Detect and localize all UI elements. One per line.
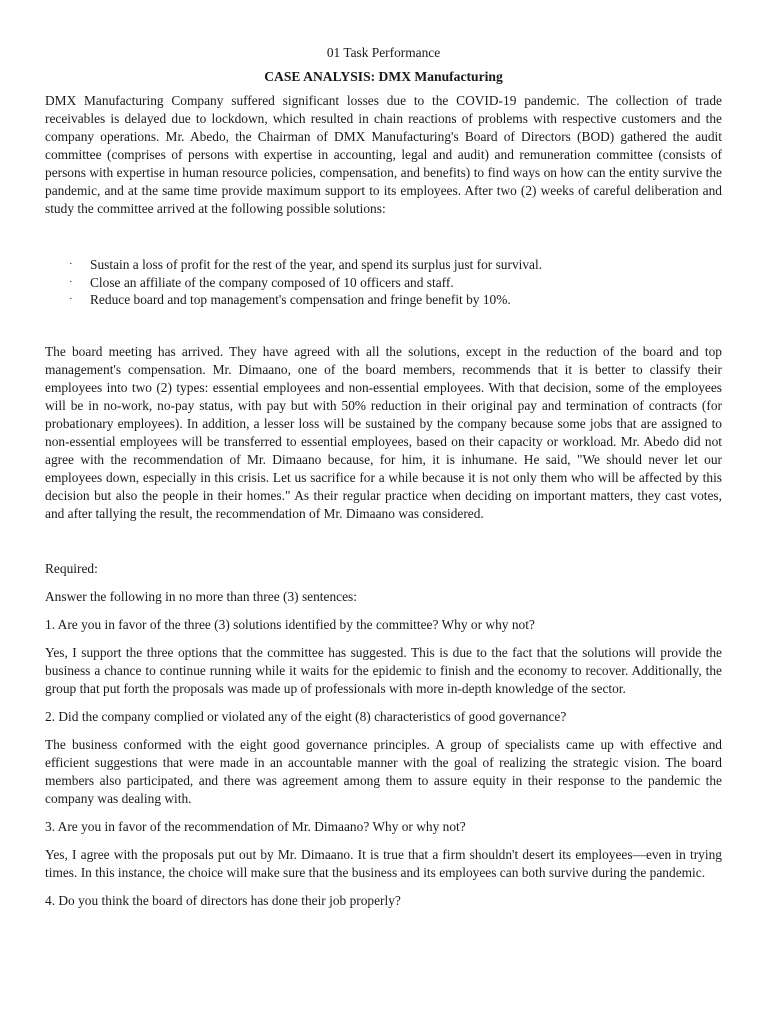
- answer-2: The business conformed with the eight good governance principles. A group of specialists came up with effective and efficient suggestions that were made in an accountable manner with the goal of realizing the strategic vision. The board members also participated, and there was agreement among them to assure equity in their response to the pandemic the company was dealing with.: [45, 736, 722, 806]
- case-title: CASE ANALYSIS: DMX Manufacturing: [264, 69, 503, 84]
- board-meeting-paragraph: The board meeting has arrived. They have agreed with all the solutions, except in the reduction of the board and top management's compensation. Mr. Dimaano, one of the board members, recommends that it is better to classify their employees into two (2) types: essential employees and non-essential employees. With that decision, some of the employees will be in no-work, no-pay status, with pay but with 50% reduction in their original pay and termination of contracts (for probationary employees). In addition, a lesser loss will be sustained by the company because some jobs that are assigned to non-essential employees will be transferred to essential employees, based on their capacity or workload. Mr. Abedo did not agree with the recommendation of Mr. Dimaano because, for him, it is inhumane. He said, "We should never let our employees down, especially in this crisis. Let us sacrifice for a while because it is not only them who will be affected by this decision but also the people in their homes." As their regular practice when deciding on important matters, they cast votes, and after tallying the result, the recommendation of Mr. Dimaano was considered.: [45, 343, 722, 521]
- bullet-icon: ·: [69, 258, 73, 270]
- answer-1: Yes, I support the three options that the committee has suggested. This is due to the fact that the solutions will provide the business a chance to continue running while it waits for the epidemic to finish and the economy to recover. Additionally, the group that put forth the proposals was made up of professionals with more in-depth knowledge of the sector.: [45, 644, 722, 696]
- list-item: [45, 256, 722, 274]
- question-4: 4. Do you think the board of directors has done their job properly?: [45, 892, 401, 908]
- question-1: 1. Are you in favor of the three (3) solutions identified by the committee? Why or why not?: [45, 616, 535, 632]
- solution-text: Reduce board and top management's compensation and fringe benefit by 10%.: [90, 292, 511, 307]
- solution-text: Close an affiliate of the company composed of 10 officers and staff.: [90, 274, 454, 290]
- question-3: 3. Are you in favor of the recommendation of Mr. Dimaano? Why or why not?: [45, 818, 466, 834]
- required-label: Required:: [45, 560, 98, 576]
- bullet-icon: ·: [69, 293, 73, 305]
- document-page: [45, 44, 722, 920]
- task-subtitle: 01 Task Performance: [326, 45, 441, 60]
- solution-text: Sustain a loss of profit for the rest of the year, and spend its surplus just for survival.: [90, 257, 543, 272]
- answer-3: Yes, I agree with the proposals put out by Mr. Dimaano. It is true that a firm shouldn't desert its employees—even in trying times. In this instance, the choice will make sure that the business and its employees can both survive during the pandemic.: [45, 846, 722, 880]
- list-item: [45, 274, 722, 292]
- bullet-icon: ·: [69, 275, 73, 288]
- list-item: [45, 291, 722, 309]
- question-2: 2. Did the company complied or violated any of the eight (8) characteristics of good governance?: [45, 708, 567, 724]
- intro-paragraph: DMX Manufacturing Company suffered significant losses due to the COVID-19 pandemic. The collection of trade receivables is delayed due to lockdown, which resulted in chain reactions of problems with respective customers and the company operations. Mr. Abedo, the Chairman of DMX Manufacturing's Board of Directors (BOD) gathered the audit committee (comprises of persons with expertise in accounting, legal and audit) and remuneration committee (consists of persons with expertise in human resource policies, compensation, and benefits) to find ways on how can the entity survive the pandemic, and at the same time provide maximum support to its employees. After two (2) weeks of careful deliberation and study the committee arrived at the following possible solutions:: [45, 93, 722, 216]
- solutions-list: [45, 256, 722, 309]
- instruction-text: Answer the following in no more than three (3) sentences:: [45, 588, 357, 604]
